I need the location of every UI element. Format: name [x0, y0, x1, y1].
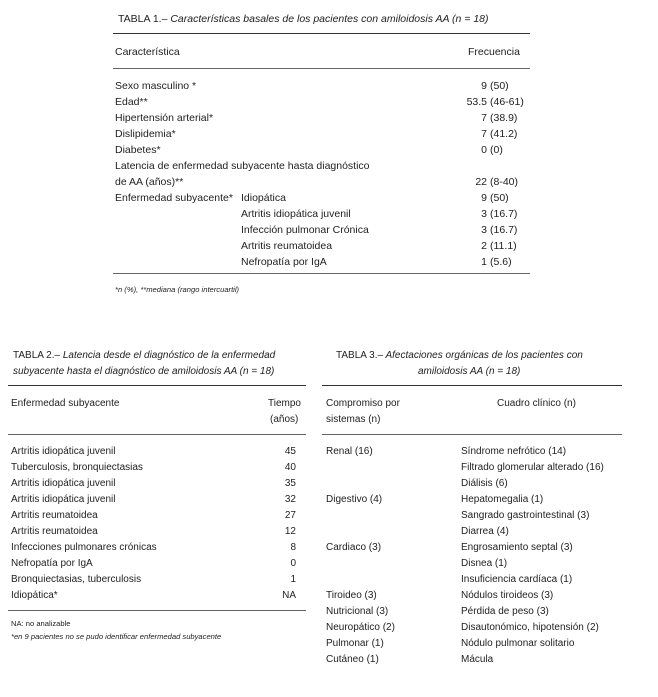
table-1-row-number: 0	[481, 144, 487, 156]
table-1-row-range: (46-61)	[490, 96, 524, 108]
table-1-bottom-rule	[113, 273, 530, 274]
table-1-row-number: 9	[481, 80, 487, 92]
table-2-row-time: 8	[290, 542, 296, 553]
table-3-row-system: Cardiaco (3)	[326, 542, 382, 553]
table-3-header-system-1: Compromiso por	[326, 398, 400, 409]
table-3-row-system: Tiroideo (3)	[326, 590, 377, 601]
table-2-header-rule	[8, 434, 306, 435]
table-1-disease-row-label: Artritis reumatoidea	[241, 240, 333, 252]
table-3-row-clinical: Disautonómico, hipotensión (2)	[461, 622, 599, 633]
table-2-title-text-1: Latencia desde el diagnóstico de la enfermedad	[60, 350, 276, 361]
table-3-title-prefix: TABLA 3.–	[336, 350, 384, 361]
table-1-disease-row-number: 3	[481, 224, 487, 236]
table-3-row-clinical: Sangrado gastrointestinal (3)	[461, 510, 590, 521]
table-2-row-time: 0	[290, 558, 296, 569]
table-1-disease-row-number: 3	[481, 208, 487, 220]
table-1-row-label: Sexo masculino *	[115, 80, 197, 92]
table-1-disease-row-number: 1	[481, 256, 487, 268]
table-1-disease-label: Enfermedad subyacente*	[115, 192, 233, 204]
table-3-row-clinical: Mácula	[461, 654, 494, 665]
table-3-title-text-1: Afectaciones orgánicas de los pacientes con	[383, 350, 583, 361]
table-1-row-number: 53.5	[466, 96, 487, 108]
table-3-top-rule	[322, 385, 622, 386]
table-3-title-line-1	[336, 350, 583, 361]
table-2-row-disease: Infecciones pulmonares crónicas	[11, 542, 157, 553]
table-2-bottom-rule	[8, 610, 306, 611]
table-1-disease-row-number: 2	[481, 240, 487, 252]
table-3-row-system: Pulmonar (1)	[326, 638, 384, 649]
table-3-row-clinical: Engrosamiento septal (3)	[461, 542, 573, 553]
table-2-title-line-2: subyacente hasta el diagnóstico de amiloidosis AA (n = 18)	[13, 366, 275, 377]
table-3-row-clinical: Hepatomegalia (1)	[461, 494, 544, 505]
table-1-title-prefix: TABLA 1.–	[118, 13, 168, 25]
table-1-header-characteristic: Característica	[115, 46, 180, 58]
table-1-disease-row-number: 9	[481, 192, 487, 204]
table-1-disease-row-label: Infección pulmonar Crónica	[241, 224, 369, 236]
table-3-row-clinical: Síndrome nefrótico (14)	[461, 446, 567, 457]
table-1-disease-row-range: (16.7)	[490, 224, 518, 236]
table-2-row-disease: Nefropatía por IgA	[11, 558, 93, 569]
table-1-row-number: 7	[481, 112, 487, 124]
table-3-header-clinical: Cuadro clínico (n)	[497, 398, 576, 409]
table-1-footnote: *n (%), **mediana (rango intercuartil)	[115, 285, 240, 294]
table-3-row-system: Neuropático (2)	[326, 622, 395, 633]
table-3-row-system: Renal (16)	[326, 446, 373, 457]
table-2-row-disease: Artritis reumatoidea	[11, 526, 98, 537]
table-2-footnote-2: *en 9 pacientes no se pudo identificar enfermedad subyacente	[11, 632, 222, 641]
table-3-row-clinical: Insuficiencia cardíaca (1)	[461, 574, 573, 585]
table-2-footnote-1: NA: no analizable	[11, 619, 71, 628]
table-1-top-rule	[113, 33, 530, 34]
table-2-row-disease: Artritis idiopática juvenil	[11, 478, 116, 489]
table-1-header-rule	[113, 68, 530, 69]
table-2-title-prefix: TABLA 2.–	[13, 350, 61, 361]
table-1-header-frequency: Frecuencia	[468, 46, 520, 58]
table-1-row-range: (50)	[490, 80, 509, 92]
table-1-row-range: (41.2)	[490, 128, 518, 140]
table-2-row-time: 1	[290, 574, 296, 585]
table-1-disease-row-range: (5.6)	[490, 256, 512, 268]
table-3-row-clinical: Diálisis (6)	[461, 478, 508, 489]
table-1-disease-row-label: Idiopática	[241, 192, 286, 204]
table-2-row-disease: Artritis idiopática juvenil	[11, 494, 116, 505]
table-2-row-time: NA	[282, 590, 296, 601]
table-1-row-range: (8-40)	[490, 176, 519, 188]
table-1-disease-row-range: (16.7)	[490, 208, 518, 220]
table-1-row-label: Hipertensión arterial*	[115, 112, 214, 124]
table-2-header-time-2: (años)	[270, 414, 299, 425]
table-1-row-label: de AA (años)**	[115, 176, 184, 188]
table-1-disease-row-label: Nefropatía por IgA	[241, 256, 327, 268]
table-2-row-time: 27	[284, 510, 296, 521]
table-1-row-label: Edad**	[115, 96, 148, 108]
table-1-row-label: Diabetes*	[115, 144, 161, 156]
table-3-header-system-2: sistemas (n)	[326, 414, 381, 425]
table-2-title-line-1	[13, 350, 275, 361]
table-1-disease-row-range: (11.1)	[490, 240, 517, 252]
table-1-row-label: Dislipidemia*	[115, 128, 176, 140]
table-1-title-text: Características basales de los pacientes con amiloidosis AA (n = 18)	[167, 13, 489, 25]
table-1-disease-row-range: (50)	[490, 192, 509, 204]
table-3-header-rule	[322, 434, 622, 435]
table-3-row-system: Nutricional (3)	[326, 606, 389, 617]
table-3-row-clinical: Filtrado glomerular alterado (16)	[461, 462, 604, 473]
table-2-row-disease: Tuberculosis, bronquiectasias	[11, 462, 143, 473]
table-2-row-time: 32	[284, 494, 296, 505]
table-1-title	[118, 13, 489, 25]
table-3-title-line-2: amiloidosis AA (n = 18)	[418, 366, 521, 377]
table-2-row-time: 12	[284, 526, 296, 537]
table-1-disease-row-label: Artritis idiopática juvenil	[241, 208, 351, 220]
table-2-row-time: 35	[284, 478, 296, 489]
table-1-row-range: (38.9)	[490, 112, 518, 124]
table-1-row-number: 22	[475, 176, 487, 188]
table-1-row-number: 7	[481, 128, 487, 140]
table-2-row-time: 40	[284, 462, 296, 473]
table-3-row-clinical: Pérdida de peso (3)	[461, 606, 549, 617]
table-1-row-label: Latencia de enfermedad subyacente hasta diagnóstico	[115, 160, 370, 172]
table-3-row-clinical: Nódulos tiroideos (3)	[461, 590, 554, 601]
table-2-row-disease: Bronquiectasias, tuberculosis	[11, 574, 142, 585]
table-2-header-time-1: Tiempo	[268, 398, 301, 409]
table-2-row-time: 45	[284, 446, 296, 457]
table-2-header-disease: Enfermedad subyacente	[11, 398, 120, 409]
table-3-row-clinical: Disnea (1)	[461, 558, 508, 569]
table-2-row-disease: Artritis reumatoidea	[11, 510, 98, 521]
table-2-top-rule	[8, 385, 306, 386]
table-2-row-disease: Idiopática*	[11, 590, 58, 601]
table-3-row-system: Cutáneo (1)	[326, 654, 379, 665]
table-2-row-disease: Artritis idiopática juvenil	[11, 446, 116, 457]
table-1-row-range: (0)	[490, 144, 503, 156]
table-3-row-clinical: Diarrea (4)	[461, 526, 509, 537]
table-3-row-system: Digestivo (4)	[326, 494, 383, 505]
table-3-row-clinical: Nódulo pulmonar solitario	[461, 638, 575, 649]
